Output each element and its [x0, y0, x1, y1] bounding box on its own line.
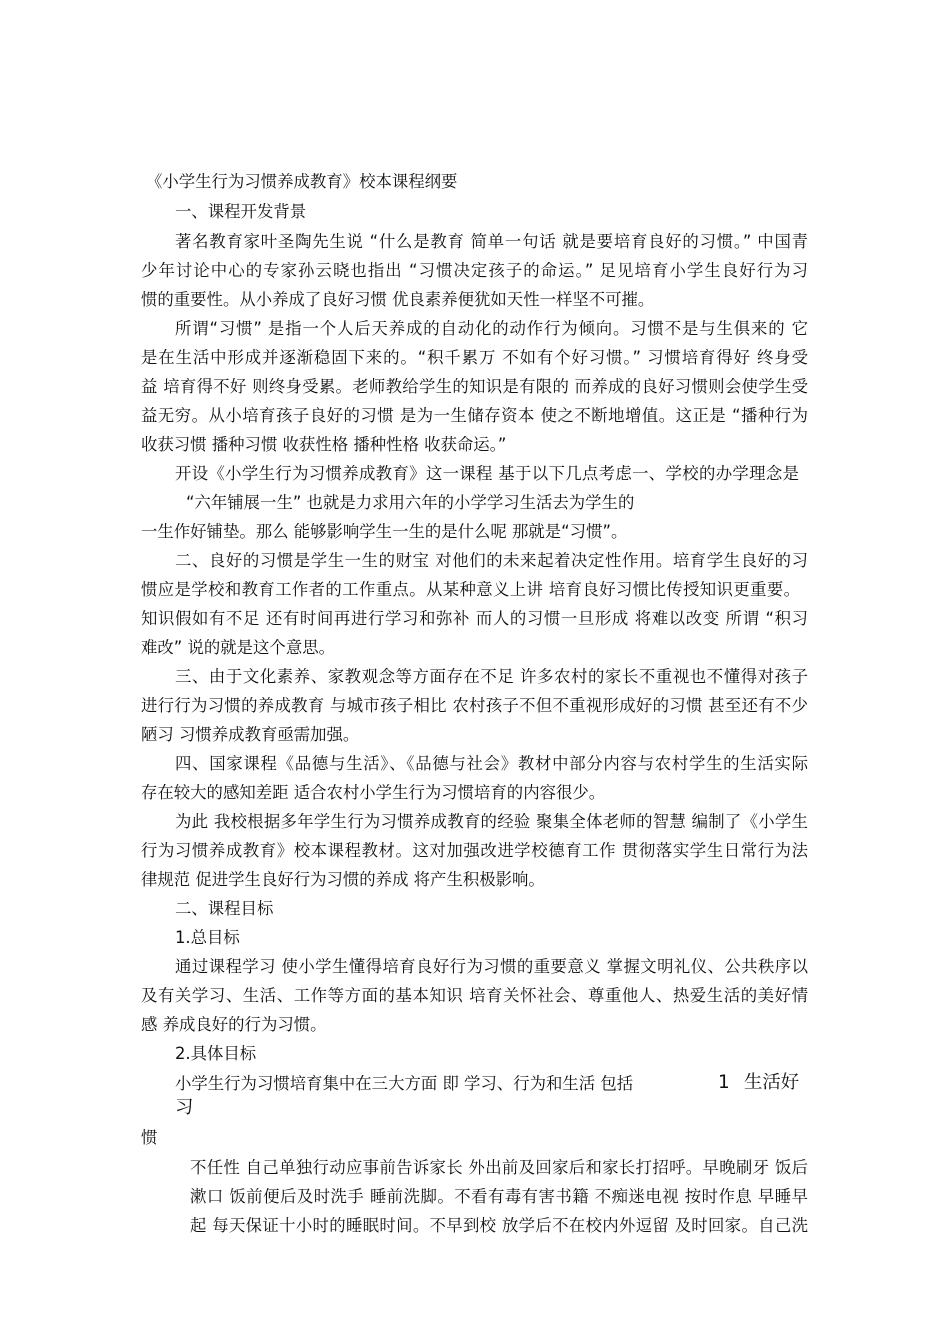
paragraph-line: 律规范 促进学生良好行为习惯的养成 将产生积极影响。: [141, 870, 545, 889]
paragraph-line: 行为习惯养成教育》校本课程教材。这对加强改进学校德育工作 贯彻落实学生日常行为法: [141, 841, 808, 860]
subheading-overall-goal: 1.总目标: [175, 928, 240, 947]
paragraph-line: 知识假如有不足 还有时间再进行学习和弥补 而人的习惯一旦形成 将难以改变 所谓 “积习: [141, 609, 808, 628]
paragraph-line: 所谓“习惯” 是指一个人后天养成的自动化的动作行为倾向。习惯不是与生俱来的 它: [175, 319, 808, 338]
list-heading: 生活好: [744, 1072, 800, 1093]
paragraph-line: 进行行为习惯的养成教育 与城市孩子相比 农村孩子不但不重视形成好的习惯 甚至还有不少: [141, 696, 808, 715]
paragraph-line: 陋习 习惯养成教育亟需加强。: [141, 725, 360, 744]
paragraph-line: 漱口 饭前便后及时洗手 睡前洗脚。不看有毒有害书籍 不痴迷电视 按时作息 早睡早: [190, 1187, 808, 1206]
paragraph-line: 四、国家课程《品德与生活》、《品德与社会》教材中部分内容与农村学生的生活实际: [175, 754, 808, 773]
paragraph-line: 惯的重要性。从小养成了良好习惯 优良素养便犹如天性一样坚不可摧。: [141, 290, 655, 309]
paragraph-line: 益无穷。从小培育孩子良好的习惯 是为一生储存资本 使之不断地增值。这正是 “播种行为: [141, 406, 808, 425]
paragraph-line: 收获习惯 播种习惯 收获性格 播种性格 收获命运。”: [141, 435, 507, 454]
paragraph-line: 起 每天保证十小时的睡眠时间。不早到校 放学后不在校内外逗留 及时回家。自己洗: [190, 1216, 808, 1235]
paragraph-line: 开设《小学生行为习惯养成教育》这一课程 基于以下几点考虑一、学校的办学理念是: [175, 464, 799, 483]
document-title: 《小学生行为习惯养成教育》校本课程纲要: [146, 172, 458, 191]
paragraph-line: 为此 我校根据多年学生行为习惯养成教育的经验 聚集全体老师的智慧 编制了《小学生: [175, 812, 808, 831]
paragraph-line: 存在较大的感知差距 适合农村小学生行为习惯培育的内容很少。: [141, 783, 606, 802]
section-heading-goals: 二、课程目标: [175, 899, 274, 918]
paragraph-line: “六年铺展一生” 也就是力求用六年的小学学习生活去为学生的: [186, 493, 635, 512]
paragraph-line: 感 养成良好的行为习惯。: [141, 1015, 327, 1034]
list-heading-tail: 惯: [141, 1128, 158, 1147]
section-heading-background: 一、课程开发背景: [175, 202, 307, 221]
list-heading-wrap: 习: [175, 1097, 194, 1118]
paragraph-line: 惯应是学校和教育工作者的工作重点。从某种意义上讲 培育良好习惯比传授知识更重要。: [141, 580, 800, 599]
list-number: 1: [718, 1072, 730, 1093]
paragraph-line: 少年讨论中心的专家孙云晓也指出 “习惯决定孩子的命运。” 足见培育小学生良好行为习: [141, 261, 808, 280]
paragraph-line: 一生作好铺垫。那么 能够影响学生一生的是什么呢 那就是“习惯”。: [141, 522, 628, 541]
paragraph-line: 二、良好的习惯是学生一生的财宝 对他们的未来起着决定性作用。培育学生良好的习: [175, 551, 808, 570]
paragraph-line: 及有关学习、生活、工作等方面的基本知识 培育关怀社会、尊重他人、热爱生活的美好情: [141, 986, 808, 1005]
paragraph-line: 不任性 自己单独行动应事前告诉家长 外出前及回家后和家长打招呼。早晚刷牙 饭后: [190, 1158, 808, 1177]
paragraph-line: 难改” 说的就是这个意思。: [141, 638, 335, 657]
paragraph-line: 益 培育得不好 则终身受累。老师教给学生的知识是有限的 而养成的良好习惯则会使学生受: [141, 377, 808, 396]
paragraph-line: 小学生行为习惯培育集中在三大方面 即 学习、行为和生活 包括: [175, 1074, 634, 1093]
paragraph-line: 是在生活中形成并逐渐稳固下来的。“积千累万 不如有个好习惯。” 习惯培育得好 终身受: [141, 348, 808, 367]
subheading-specific-goals: 2.具体目标: [175, 1044, 257, 1063]
paragraph-line: 通过课程学习 使小学生懂得培育良好行为习惯的重要意义 掌握文明礼仪、公共秩序以: [175, 957, 808, 976]
paragraph-line: 著名教育家叶圣陶先生说 “什么是教育 简单一句话 就是要培育良好的习惯。” 中国青: [175, 232, 808, 251]
paragraph-line: 三、由于文化素养、家教观念等方面存在不足 许多农村的家长不重视也不懂得对孩子: [175, 667, 808, 686]
